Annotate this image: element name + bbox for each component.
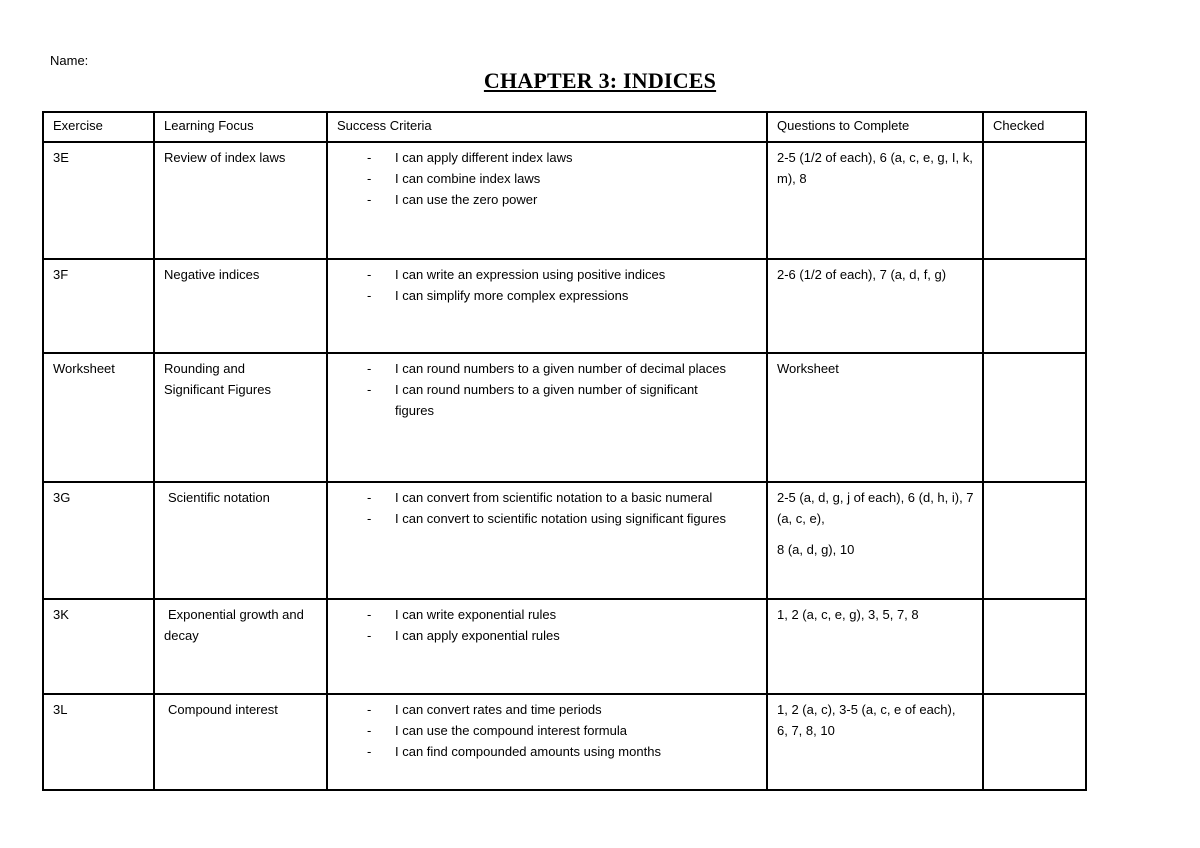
exercise-cell: 3E [43,142,154,259]
questions-text: 8 (a, d, g), 10 [777,542,855,557]
column-header-exercise: Exercise [43,112,154,142]
exercise-cell: 3K [43,599,154,694]
criteria-item: - I can convert to scientific notation using significant figures [367,508,758,529]
criteria-item: - I can simplify more complex expressions [367,285,758,306]
page-title: CHAPTER 3: INDICES [483,68,717,93]
success-criteria-cell [327,599,767,694]
table-row [43,482,1086,599]
learning-focus-cell [154,259,327,353]
table-header-row [43,112,1086,142]
learning-focus-cell [154,694,327,790]
checked-cell [983,694,1086,790]
questions-text: 2-6 (1/2 of each), 7 (a, d, f, g) [777,267,947,282]
criteria-list [337,487,758,529]
learning-focus-cell [154,142,327,259]
questions-text: 1, 2 (a, c, e, g), 3, 5, 7, 8 [777,607,919,622]
learning-focus-text: Exponential growth and [168,607,304,622]
criteria-list [337,699,758,762]
checked-cell [983,142,1086,259]
criteria-item: - I can use the compound interest formula [367,720,758,741]
learning-focus-text: Scientific notation [168,490,270,505]
exercise-cell: 3L [43,694,154,790]
questions-text: 2-5 (a, d, g, j of each), 6 (d, h, i), 7 (a, c, e), [777,490,974,526]
learning-focus-text: Rounding and [164,361,245,376]
questions-cell [767,694,983,790]
exercise-cell: 3F [43,259,154,353]
success-criteria-cell [327,694,767,790]
checked-cell [983,259,1086,353]
questions-text: Worksheet [777,361,839,376]
questions-cell [767,142,983,259]
table-row [43,259,1086,353]
learning-focus-text: Negative indices [164,267,260,282]
criteria-item: - I can round numbers to a given number of decimal places [367,358,758,379]
learning-focus-text: Compound interest [168,702,278,717]
criteria-item: - I can apply different index laws [367,147,758,168]
criteria-item: - I can combine index laws [367,168,758,189]
criteria-item: - I can use the zero power [367,189,758,210]
exercise-cell: Worksheet [43,353,154,482]
checked-cell [983,482,1086,599]
criteria-item: - I can apply exponential rules [367,625,758,646]
exercise-cell: 3G [43,482,154,599]
success-criteria-cell [327,353,767,482]
success-criteria-cell [327,259,767,353]
criteria-item: - I can convert rates and time periods [367,699,758,720]
column-header-learning-focus: Learning Focus [154,112,327,142]
criteria-list [337,604,758,646]
criteria-list [337,264,758,306]
learning-focus-text: Review of index laws [164,150,286,165]
questions-text: 2-5 (1/2 of each), 6 (a, c, e, g, I, k, m), 8 [777,150,973,186]
questions-cell [767,599,983,694]
column-header-questions: Questions to Complete [767,112,983,142]
learning-focus-text: Significant Figures [164,382,271,397]
criteria-list [337,358,758,421]
checked-cell [983,353,1086,482]
success-criteria-cell [327,482,767,599]
questions-text: 1, 2 (a, c), 3-5 (a, c, e of each), [777,702,956,717]
learning-focus-cell [154,482,327,599]
learning-focus-cell [154,353,327,482]
name-label: Name: [50,53,89,68]
criteria-list [337,147,758,210]
criteria-item: - I can write an expression using positive indices [367,264,758,285]
questions-text: 6, 7, 8, 10 [777,723,835,738]
column-header-checked: Checked [983,112,1086,142]
questions-cell [767,259,983,353]
checked-cell [983,599,1086,694]
questions-cell [767,482,983,599]
success-criteria-cell [327,142,767,259]
column-header-success-criteria: Success Criteria [327,112,767,142]
questions-cell [767,353,983,482]
criteria-item: - I can convert from scientific notation to a basic numeral [367,487,758,508]
table-row [43,353,1086,482]
table-row [43,599,1086,694]
learning-focus-cell [154,599,327,694]
criteria-item: - I can round numbers to a given number of significant figures [367,379,740,421]
table-row [43,694,1086,790]
learning-focus-text: decay [164,628,199,643]
table-row [43,142,1086,259]
checklist-table [42,111,1087,791]
criteria-item: - I can find compounded amounts using months [367,741,758,762]
criteria-item: - I can write exponential rules [367,604,758,625]
